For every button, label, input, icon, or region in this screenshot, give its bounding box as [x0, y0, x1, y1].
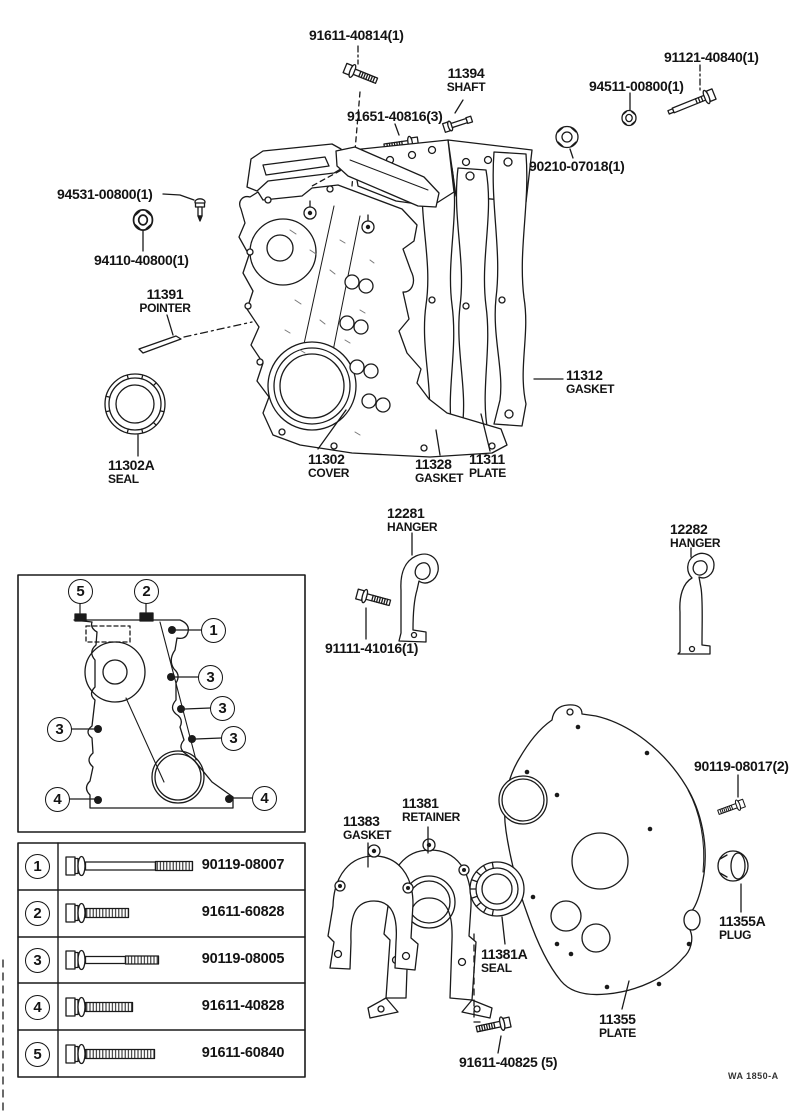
label-11355-plate: 11355 PLATE [599, 1011, 636, 1040]
label-12281-hanger: 12281 HANGER [387, 505, 438, 534]
hanger-12281 [399, 554, 438, 642]
gasket-11312-strip [493, 152, 527, 426]
nut-icon [556, 127, 578, 148]
label-11311-plate: 11311 PLATE [469, 451, 506, 480]
inset-callout-3d: 3 [47, 717, 72, 742]
label-91111-41016: 91111-41016(1) [325, 640, 419, 656]
plug-icon [718, 851, 748, 881]
table-index-2: 2 [25, 901, 50, 926]
label-11381-retainer: 11381 RETAINER [402, 795, 461, 824]
label-11391-pointer: 11391 POINTER [139, 286, 191, 315]
seal-ring-rear [470, 862, 524, 916]
label-11302-cover: 11302 COVER [308, 451, 350, 480]
bolt-icon [342, 62, 379, 87]
inset-callout-3b: 3 [210, 696, 235, 721]
inset-callout-2: 2 [134, 579, 159, 604]
label-94531-00800: 94531-00800(1) [57, 186, 153, 202]
pointer-needle [139, 336, 181, 353]
nut-icon [134, 210, 153, 230]
table-part-number-4: 91611-40828 [201, 998, 285, 1014]
label-11312-gasket: 11312 GASKET [566, 367, 615, 396]
inset-callout-1: 1 [201, 618, 226, 643]
label-91611-40825: 91611-40825 (5) [459, 1054, 558, 1070]
inset-callout-4b: 4 [252, 786, 277, 811]
hanger-12282 [678, 553, 714, 654]
cover-handle [247, 144, 344, 191]
nut-icon [622, 111, 636, 126]
table-index-1: 1 [25, 854, 50, 879]
label-91611-40814: 91611-40814(1) [309, 27, 404, 43]
bottom-assembly [328, 705, 748, 1053]
label-94511-00800: 94511-00800(1) [589, 78, 684, 94]
shaft-icon [442, 114, 473, 132]
hanger-icons [355, 533, 714, 654]
label-91121-40840: 91121-40840(1) [664, 49, 759, 65]
label-11302a-seal: 11302A SEAL [108, 457, 155, 486]
inset-callout-4a: 4 [45, 787, 70, 812]
seal-ring-front [105, 374, 165, 434]
bolt-icon [717, 798, 746, 818]
label-11381a-seal: 11381A SEAL [481, 946, 528, 975]
bolt-icon [355, 587, 391, 609]
inset-callout-3a: 3 [198, 665, 223, 690]
table-index-4: 4 [25, 995, 50, 1020]
bolt-icon [475, 1015, 511, 1035]
table-part-number-1: 90119-08007 [201, 857, 285, 873]
label-91651-40816: 91651-40816(3) [347, 108, 443, 124]
inset-callout-5: 5 [68, 579, 93, 604]
plate-11311-strip [456, 168, 488, 454]
table-part-number-2: 91611-60828 [201, 904, 285, 920]
label-12282-hanger: 12282 HANGER [670, 521, 721, 550]
left-fastener-icons [105, 194, 252, 456]
screw-icon [195, 199, 205, 221]
label-11328-gasket: 11328 GASKET [415, 456, 464, 485]
label-11355a-plug: 11355A PLUG [719, 913, 766, 942]
label-11394-shaft: 11394 SHAFT [446, 65, 486, 94]
table-index-3: 3 [25, 948, 50, 973]
table-index-5: 5 [25, 1042, 50, 1067]
table-part-number-3: 90119-08005 [201, 951, 285, 967]
table-part-number-5: 91611-60840 [201, 1045, 285, 1061]
label-94110-40800: 94110-40800(1) [94, 252, 189, 268]
inset-callout-3c: 3 [221, 726, 246, 751]
figure-code: WA 1850-A [728, 1071, 779, 1081]
label-90119-08017: 90119-08017(2) [694, 758, 789, 774]
label-11383-gasket: 11383 GASKET [343, 813, 392, 842]
label-90210-07018: 90210-07018(1) [529, 158, 625, 174]
